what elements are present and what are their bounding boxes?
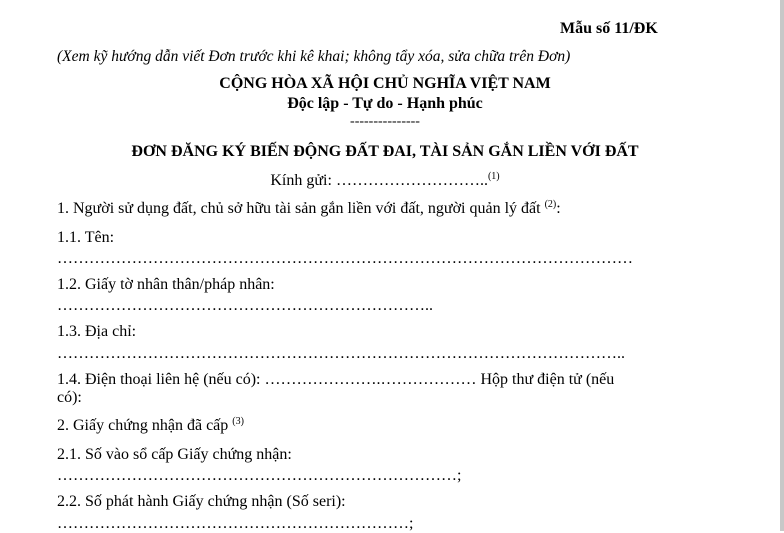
id-document-label: 1.2. Giấy tờ nhân thân/pháp nhân: — [57, 276, 275, 293]
section-2-heading — [57, 417, 244, 435]
salutation-text: Kính gửi: ……………………….. — [270, 172, 488, 189]
section-1-heading-colon: : — [556, 200, 561, 217]
name-fill-line[interactable]: ……………………………………………………………………………………………… — [57, 250, 633, 267]
section-1-footnote: (2) — [544, 199, 557, 210]
form-number: Mẫu số 11/ĐK — [560, 20, 658, 37]
certificate-book-fill-line[interactable]: …………………………………………………………………; — [57, 467, 462, 484]
certificate-serial-fill-line[interactable]: …………………………………………………………; — [57, 515, 414, 532]
id-document-fill-line[interactable]: …………………………………………………………….. — [57, 297, 433, 314]
name-label: 1.1. Tên: — [57, 229, 115, 246]
section-2-footnote: (3) — [232, 416, 244, 427]
phone-email-line-continued: có): — [57, 389, 82, 406]
phone-email-line[interactable]: 1.4. Điện thoại liên hệ (nếu có): ………………….……………… Hộp thư điện tử (nếu — [57, 371, 615, 388]
instruction-note: (Xem kỹ hướng dẫn viết Đơn trước khi kê khai; không tẩy xóa, sửa chữa trên Đơn) — [57, 48, 571, 65]
address-fill-line[interactable]: …………………………………………………………………………………………….. — [57, 345, 625, 362]
national-title: CỘNG HÒA XÃ HỘI CHỦ NGHĨA VIỆT NAM — [219, 75, 551, 92]
section-1-heading-text: 1. Người sử dụng đất, chủ sở hữu tài sản gắn liền với đất, người quản lý đất — [57, 200, 541, 217]
certificate-serial-label: 2.2. Số phát hành Giấy chứng nhận (Số seri): — [57, 493, 346, 510]
window-edge — [780, 0, 784, 531]
certificate-book-label: 2.1. Số vào sổ cấp Giấy chứng nhận: — [57, 446, 292, 463]
section-1-heading — [57, 200, 561, 218]
national-motto: Độc lập - Tự do - Hạnh phúc — [287, 95, 483, 112]
salutation — [0, 172, 770, 190]
document-title: ĐƠN ĐĂNG KÝ BIẾN ĐỘNG ĐẤT ĐAI, TÀI SẢN GẮN LIỀN VỚI ĐẤT — [131, 143, 639, 160]
salutation-footnote: (1) — [487, 171, 500, 182]
address-label: 1.3. Địa chỉ: — [57, 323, 137, 340]
section-2-heading-text: 2. Giấy chứng nhận đã cấp — [57, 417, 229, 434]
header-rule: --------------- — [350, 114, 420, 129]
